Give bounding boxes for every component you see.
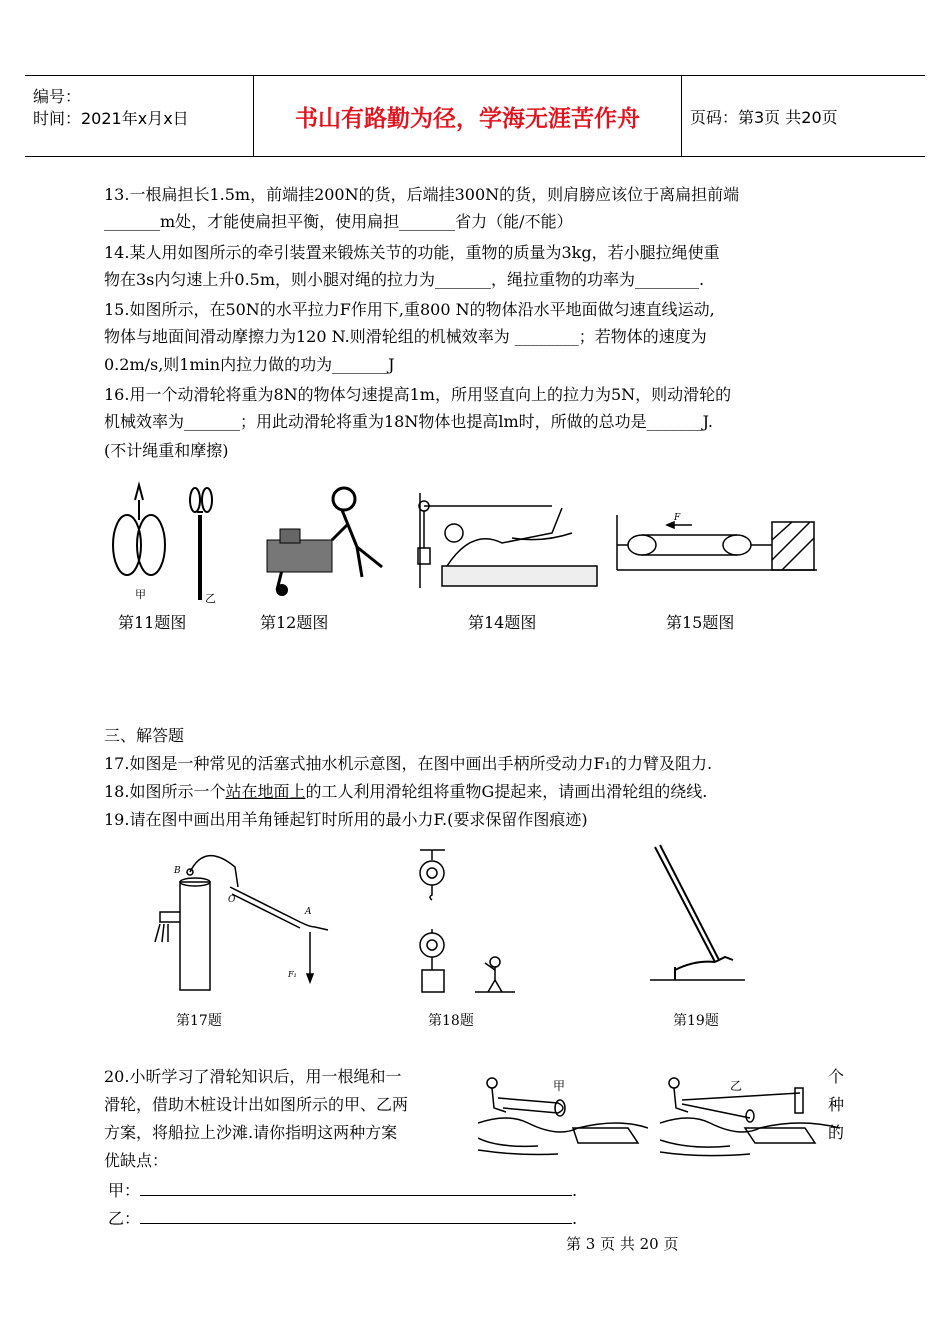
q15-line1: 15.如图所示，在50N的水平拉力F作用下,重800 N的物体沿水平地面做匀速直线运动, bbox=[104, 300, 715, 319]
caption-fig11: 第11题图 bbox=[118, 613, 187, 632]
q16-line1: 16.用一个动滑轮将重为8N的物体匀速提高1m，所用竖直向上的拉力为5N，则动滑轮的 bbox=[104, 385, 732, 404]
q20-line2-end: 种 bbox=[828, 1095, 845, 1114]
pulley-ground-figure bbox=[612, 510, 822, 580]
fig-label-jia: 甲 bbox=[553, 1079, 566, 1093]
q13-line2: _______m处，才能使扁担平衡，使用扁担_______省力（能/不能） bbox=[104, 212, 573, 231]
q19-text: 19.请在图中画出用羊角锤起钉时所用的最小力F.(要求保留作图痕迹) bbox=[104, 810, 588, 829]
q16-line2: 机械效率为_______；用此动滑轮将重为18N物体也提高lm时，所做的总功是_______J. bbox=[104, 412, 713, 431]
label-F: F bbox=[674, 513, 681, 523]
scissors-figure bbox=[105, 480, 235, 608]
header-page: 页码：第3页 共20页 bbox=[690, 107, 838, 127]
label-jia: 甲 bbox=[135, 588, 146, 601]
q17-text: 17.如图是一种常见的活塞式抽水机示意图，在图中画出手柄所受动力F₁的力臂及阻力. bbox=[104, 754, 713, 773]
page-footer: 第 3 页 共 20 页 bbox=[566, 1235, 679, 1253]
wheelbarrow-figure bbox=[262, 485, 402, 605]
boat-scheme-yi bbox=[660, 1068, 840, 1158]
hammer-figure bbox=[645, 842, 755, 992]
answer-jia-label: 甲： bbox=[108, 1181, 141, 1200]
q14-line2: 物在3s内匀速上升0.5m，则小腿对绳的拉力为_______，绳拉重物的功率为________. bbox=[104, 270, 705, 289]
pump-figure bbox=[150, 842, 350, 992]
q15-line2: 物体与地面间滑动摩擦力为120 N.则滑轮组的机械效率为 ________；若物体的速度为 bbox=[104, 327, 707, 346]
answer-yi-blank[interactable] bbox=[140, 1209, 572, 1224]
q18-underlined: 站在地面上 bbox=[225, 782, 306, 801]
header-meta bbox=[25, 76, 254, 156]
label-yi: 乙 bbox=[205, 592, 216, 605]
q20-line2: 滑轮，借助木桩设计出如图所示的甲、乙两 bbox=[104, 1095, 409, 1114]
q18-text bbox=[104, 782, 707, 802]
time-label: 时间：2021年x月x日 bbox=[33, 109, 189, 128]
q14-line1: 14.某人用如图所示的牵引装置来锻炼关节的功能，重物的质量为3kg，若小腿拉绳使重 bbox=[104, 243, 720, 262]
q13-line1: 13.一根扁担长1.5m，前端挂200N的货，后端挂300N的货，则肩膀应该位于离扁担前端 bbox=[104, 185, 740, 204]
label-A: A bbox=[305, 907, 312, 917]
answer-jia-blank[interactable] bbox=[140, 1181, 572, 1196]
caption-q18: 第18题 bbox=[428, 1013, 474, 1029]
caption-q17: 第17题 bbox=[176, 1013, 222, 1029]
answer-jia-row: 甲： . bbox=[108, 1181, 578, 1200]
section3-title: 三、解答题 bbox=[104, 726, 185, 745]
q15-line3: 0.2m/s,则1min内拉力做的功为_______J bbox=[104, 355, 395, 374]
caption-fig14: 第14题图 bbox=[468, 613, 537, 632]
q20-line1: 20.小昕学习了滑轮知识后，用一根绳和一 bbox=[104, 1067, 402, 1086]
label-B: B bbox=[174, 866, 181, 876]
q20-line1-end: 个 bbox=[828, 1067, 845, 1086]
q20-line3-end: 的 bbox=[828, 1123, 845, 1142]
header-motto: 书山有路勤为径，学海无涯苦作舟 bbox=[254, 76, 682, 156]
traction-figure bbox=[412, 488, 602, 608]
page-header bbox=[25, 75, 925, 157]
label-F1: F₁ bbox=[288, 970, 297, 979]
q16-line3: (不计绳重和摩擦) bbox=[104, 441, 229, 460]
q18-pre: 18.如图所示一个 bbox=[104, 782, 226, 801]
caption-fig15: 第15题图 bbox=[666, 613, 735, 632]
fig-label-yi: 乙 bbox=[730, 1079, 743, 1093]
caption-q19: 第19题 bbox=[673, 1013, 719, 1029]
q20-line3: 方案，将船拉上沙滩.请你指明这两种方案 bbox=[104, 1123, 398, 1142]
q20-line4: 优缺点： bbox=[104, 1151, 169, 1170]
serial-label: 编号： bbox=[33, 87, 82, 106]
pulley-block-figure bbox=[410, 845, 520, 1000]
answer-yi-row: 乙： . bbox=[108, 1209, 578, 1228]
label-O: O bbox=[228, 895, 236, 905]
caption-fig12: 第12题图 bbox=[260, 613, 329, 632]
boat-scheme-jia bbox=[478, 1068, 648, 1158]
answer-yi-label: 乙： bbox=[108, 1209, 141, 1228]
q18-post: 的工人利用滑轮组将重物G提起来，请画出滑轮组的绕线. bbox=[305, 782, 708, 801]
